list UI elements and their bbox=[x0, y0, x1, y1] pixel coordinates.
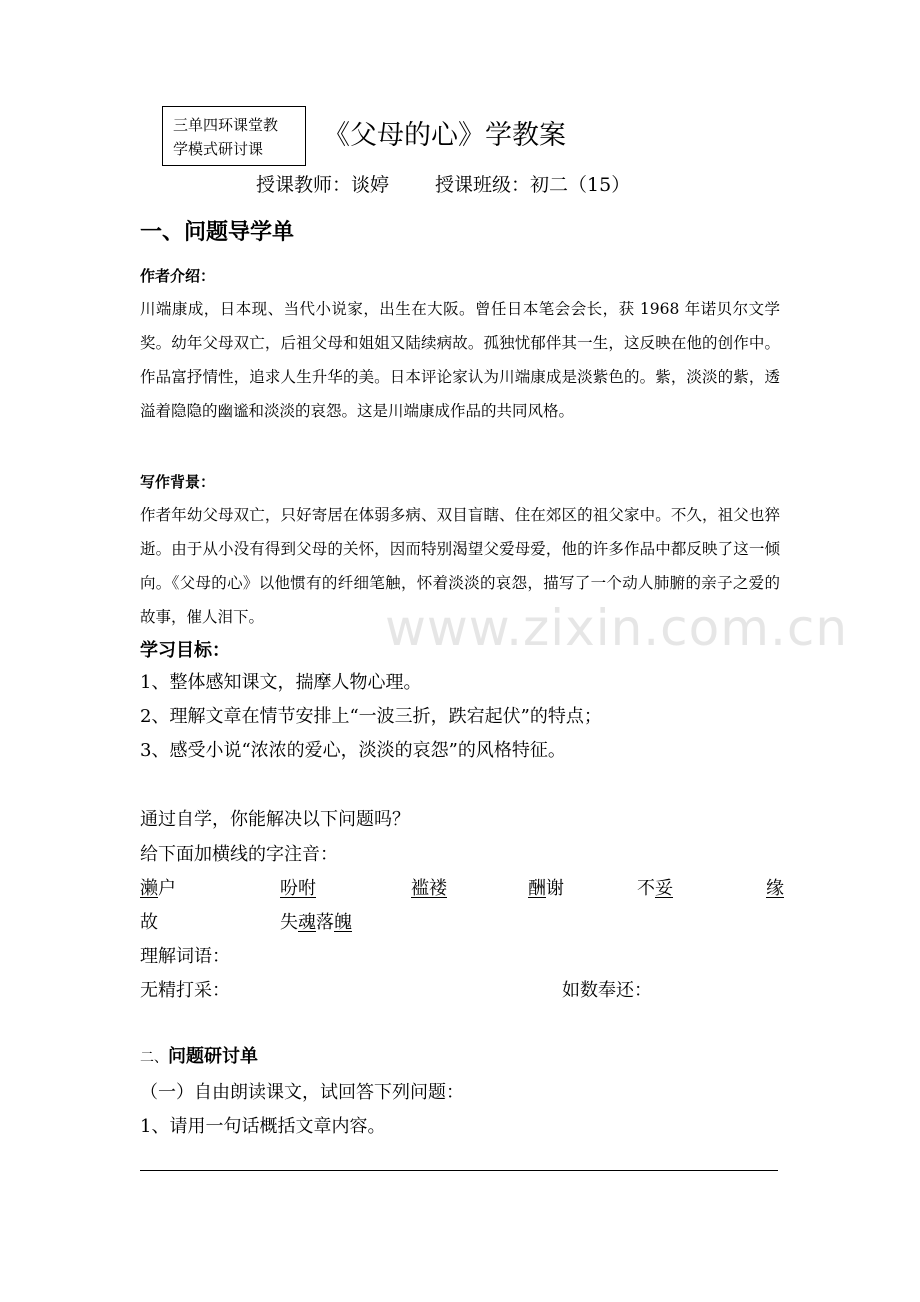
plain-char: 落 bbox=[316, 912, 334, 933]
underlined-char: 吩咐 bbox=[280, 878, 316, 899]
pinyin-word-1 bbox=[140, 872, 176, 906]
plain-char: 故 bbox=[140, 912, 158, 933]
author-label: 作者介绍： bbox=[140, 267, 216, 285]
underlined-char: 濑 bbox=[140, 878, 158, 899]
badge-line-1: 三单四环课堂教 bbox=[173, 116, 279, 134]
goals-label: 学习目标： bbox=[140, 640, 230, 661]
pinyin-prompt: 给下面加横线的字注音： bbox=[140, 844, 338, 865]
class-name: 授课班级：初二（15） bbox=[435, 174, 631, 196]
badge-line-2: 学模式研讨课 bbox=[173, 140, 264, 158]
plain-char: 谢 bbox=[546, 878, 564, 899]
plain-char: 户 bbox=[158, 878, 176, 899]
author-section bbox=[140, 260, 780, 428]
question-1: 1、请用一句话概括文章内容。 bbox=[140, 1116, 386, 1137]
section-2-number: 二、 bbox=[140, 1050, 168, 1066]
section-1-heading: 一、问题导学单 bbox=[140, 220, 295, 245]
underlined-char: 妥 bbox=[655, 878, 673, 899]
document-title: 《父母的心》学教案 bbox=[323, 120, 566, 151]
vocab-item-2: 如数奉还： bbox=[562, 980, 652, 1001]
pinyin-word-2 bbox=[280, 872, 316, 906]
watermark: www.zixin.com.cn bbox=[385, 599, 849, 657]
pinyin-word-6-cont bbox=[140, 906, 158, 940]
underlined-char: 魂 bbox=[298, 912, 316, 933]
underlined-char: 缘 bbox=[766, 878, 784, 899]
section-2-title: 问题研讨单 bbox=[168, 1046, 258, 1067]
pinyin-word-7 bbox=[280, 906, 352, 940]
vocab-label: 理解词语： bbox=[140, 946, 230, 967]
vocab-item-1: 无精打采： bbox=[140, 980, 230, 1001]
pinyin-word-3 bbox=[411, 872, 447, 906]
underlined-char: 酬 bbox=[528, 878, 546, 899]
underlined-char: 褴褛 bbox=[411, 878, 447, 899]
background-text: 作者年幼父母双亡，只好寄居在体弱多病、双目盲瞎、住在郊区的祖父家中。不久，祖父也猝逝。由于从小没有得到父母的关怀，因而特别渴望父爱母爱，他的许多作品中都反映了这一倾向。《父母的心》以他惯有的纤细笔触，怀着淡淡的哀怨，描写了一个动人肺腑的亲子之爱的故事，催人泪下。 bbox=[140, 506, 780, 626]
selfstudy-question: 通过自学，你能解决以下问题吗？ bbox=[140, 809, 410, 830]
section-2-subheading: （一）自由朗读课文，试回答下列问题： bbox=[140, 1082, 464, 1103]
course-type-badge bbox=[162, 106, 306, 166]
plain-char: 失 bbox=[280, 912, 298, 933]
pinyin-word-6 bbox=[766, 872, 784, 906]
answer-line bbox=[140, 1170, 778, 1171]
section-2-heading bbox=[140, 1040, 258, 1075]
goal-1: 1、整体感知课文，揣摩人物心理。 bbox=[140, 672, 422, 693]
background-label: 写作背景： bbox=[140, 473, 216, 491]
goal-3: 3、感受小说“浓浓的爱心，淡淡的哀怨”的风格特征。 bbox=[140, 740, 566, 761]
underlined-char: 魄 bbox=[334, 912, 352, 933]
goal-2: 2、理解文章在情节安排上“一波三折，跌宕起伏”的特点； bbox=[140, 706, 602, 727]
teacher-line bbox=[256, 170, 630, 200]
plain-char: 不 bbox=[637, 878, 655, 899]
author-text: 川端康成，日本现、当代小说家，出生在大阪。曾任日本笔会会长，获 1968 年诺贝尔文学奖。幼年父母双亡，后祖父母和姐姐又陆续病故。孤独忧郁伴其一生，这反映在他的创作中。作品富抒情性，追求人生升华的美。日本评论家认为川端康成是淡紫色的。紫，淡淡的紫，透溢着隐隐的幽谧和淡淡的哀怨。这是川端康成作品的共同风格。 bbox=[140, 300, 780, 420]
pinyin-word-5 bbox=[637, 872, 673, 906]
teacher-name: 授课教师：谈婷 bbox=[256, 174, 390, 196]
pinyin-word-4 bbox=[528, 872, 564, 906]
